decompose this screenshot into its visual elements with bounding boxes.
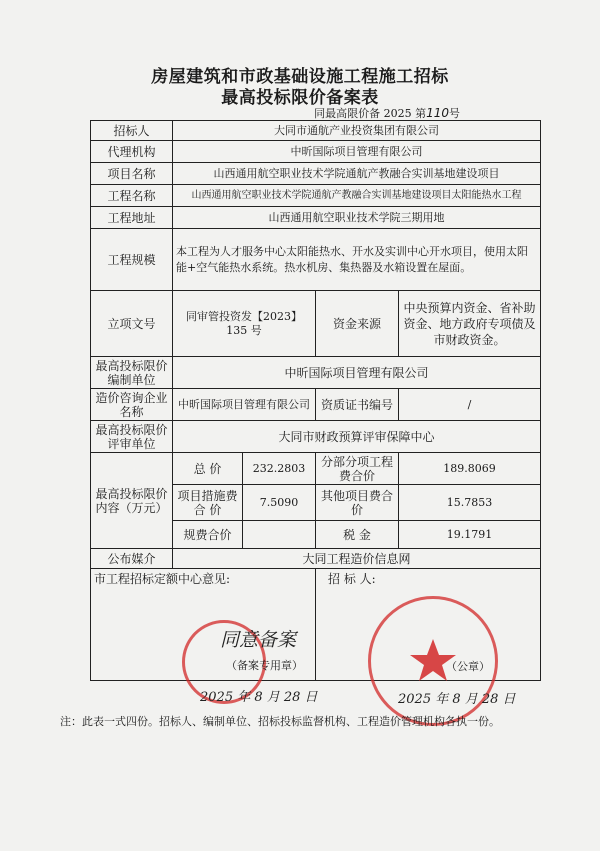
tax-label: 税 金 [316, 521, 399, 549]
media-value: 大同工程造价信息网 [173, 549, 541, 569]
compiler-label: 最高投标限价编制单位 [91, 357, 173, 389]
footer-note: 注：此表一式四份。招标人、编制单位、招标投标监督机构、工程造价管理机构各执一份。 [60, 715, 500, 728]
other-label: 其他项目费合价 [316, 485, 399, 521]
project-label: 项目名称 [91, 163, 173, 185]
center-date: 2025 年 8 月 28 日 [200, 690, 318, 705]
doc-no-prefix: 同最高限价备 2025 第 [314, 107, 427, 120]
total-value: 232.2803 [243, 453, 316, 485]
review-label: 最高投标限价评审单位 [91, 421, 173, 453]
agent-value: 中昕国际项目管理有限公司 [173, 141, 541, 163]
fee-label: 规费合价 [173, 521, 243, 549]
fee-value [243, 521, 316, 549]
subitem-value: 189.8069 [399, 453, 541, 485]
funding-value: 中央预算内资金、省补助资金、地方政府专项债及市财政资金。 [399, 291, 541, 357]
tenderer-date: 2025 年 8 月 28 日 [398, 692, 516, 707]
doc-no-suffix: 号 [449, 107, 460, 120]
tax-value: 19.1791 [399, 521, 541, 549]
project-value: 山西通用航空职业技术学院通航产教融合实训基地建设项目 [173, 163, 541, 185]
cert-value: / [399, 389, 541, 421]
total-label: 总 价 [173, 453, 243, 485]
compiler-value: 中昕国际项目管理有限公司 [173, 357, 541, 389]
tenderer-label: 招标人 [91, 121, 173, 141]
measure-value: 7.5090 [243, 485, 316, 521]
other-value: 15.7853 [399, 485, 541, 521]
subitem-label: 分部分项工程费合价 [316, 453, 399, 485]
document-number [314, 105, 460, 121]
doc-no-handwritten: 110 [426, 106, 449, 120]
measure-label: 项目措施费合 价 [173, 485, 243, 521]
approval-label: 立项文号 [91, 291, 173, 357]
consult-value: 中昕国际项目管理有限公司 [173, 389, 316, 421]
funding-label: 资金来源 [316, 291, 399, 357]
review-value: 大同市财政预算评审保障中心 [173, 421, 541, 453]
form-title-line1: 房屋建筑和市政基础设施工程施工招标 [151, 67, 449, 87]
engineering-label: 工程名称 [91, 185, 173, 207]
tenderer-stamp-note: （公章） [446, 660, 490, 673]
address-value: 山西通用航空职业技术学院三期用地 [173, 207, 541, 229]
media-label: 公布媒介 [91, 549, 173, 569]
filing-form-table [90, 120, 541, 681]
approval-value: 同审管投资发【2023】135 号 [173, 291, 316, 357]
tenderer-sign-label: 招 标 人: [328, 572, 376, 586]
form-title-line2: 最高投标限价备案表 [221, 88, 379, 108]
center-handwritten-approval: 同意备案 [220, 629, 297, 651]
agent-label: 代理机构 [91, 141, 173, 163]
center-stamp-note: （备案专用章） [226, 659, 303, 672]
scale-label: 工程规模 [91, 229, 173, 291]
consult-label: 造价咨询企业名称 [91, 389, 173, 421]
scale-value: 本工程为人才服务中心太阳能热水、开水及实训中心开水项目，使用太阳能+空气能热水系统。热水机房、集热器及水箱设置在屋面。 [173, 229, 541, 291]
engineering-value: 山西通用航空职业技术学院通航产教融合实训基地建设项目太阳能热水工程 [173, 185, 541, 207]
address-label: 工程地址 [91, 207, 173, 229]
tenderer-value: 大同市通航产业投资集团有限公司 [173, 121, 541, 141]
cert-label: 资质证书编号 [316, 389, 399, 421]
center-opinion-label: 市工程招标定额中心意见: [94, 572, 231, 586]
content-label: 最高投标限价内容（万元） [91, 453, 173, 549]
